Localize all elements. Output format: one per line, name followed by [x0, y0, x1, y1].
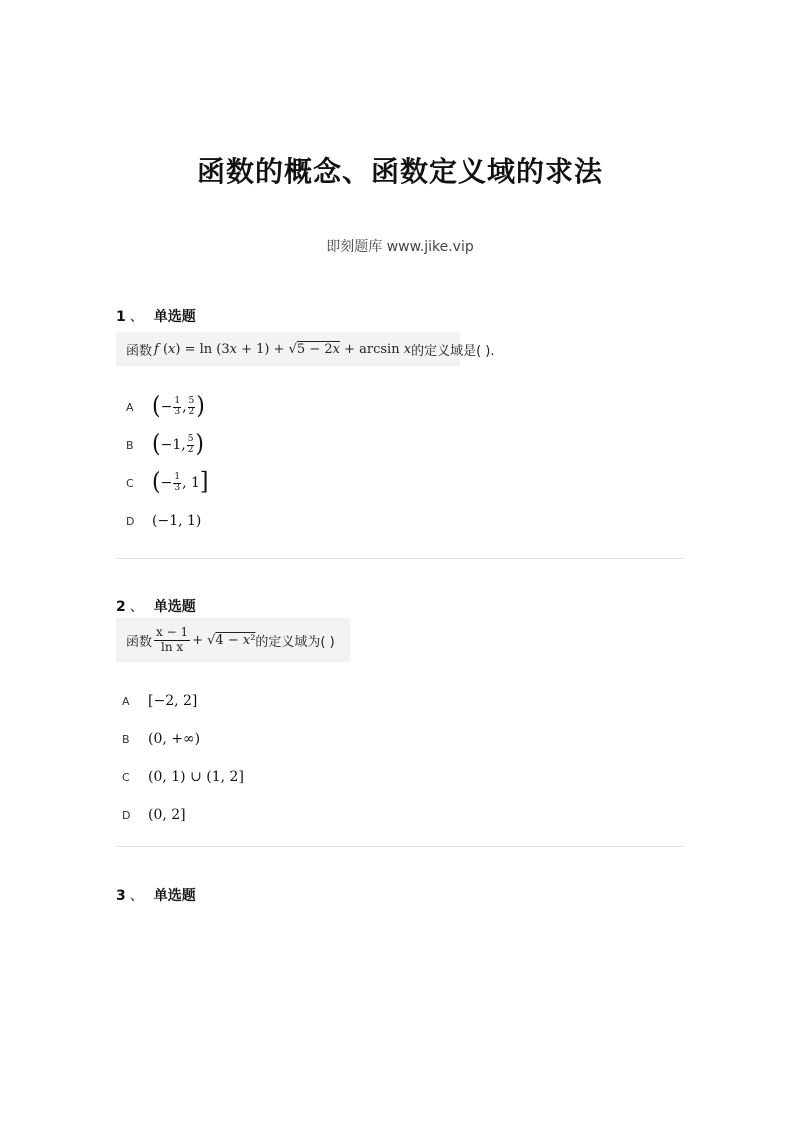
option-letter: A: [122, 694, 130, 708]
option-value: ( − $\frac{1}{3}$ , $\frac{5}{2}$ ): [152, 392, 205, 421]
question-type: 单选题: [153, 599, 196, 615]
option-letter: D: [126, 514, 135, 528]
question-1-header: [116, 306, 196, 326]
stem-formula: f (x) = ln (3x + 1) + √5 − 2x + arcsin x: [154, 341, 412, 357]
option-a[interactable]: [126, 392, 205, 422]
question-divider: [116, 846, 684, 847]
fraction-denominator: ln x: [160, 639, 184, 654]
document-title: 函数的概念、函数定义域的求法: [196, 155, 603, 188]
option-c[interactable]: [122, 762, 244, 792]
option-letter: C: [122, 770, 130, 784]
option-value: (0, 2]: [148, 807, 186, 823]
question-1-stem: [116, 332, 495, 366]
option-value: ( − $\frac{1}{3}$ , 1 ]: [152, 468, 209, 497]
stem-suffix: 的定义域为( ): [255, 634, 335, 650]
question-3-header: [116, 885, 196, 905]
stem-prefix: 函数: [126, 634, 153, 650]
stem-formula: + √4 − x²: [192, 632, 256, 648]
option-d[interactable]: [126, 506, 201, 536]
stem-fraction: [154, 626, 190, 655]
option-letter: B: [122, 732, 130, 746]
option-d[interactable]: [122, 800, 186, 830]
option-value: (0, 1) ∪ (1, 2]: [148, 769, 244, 785]
option-c[interactable]: [126, 468, 208, 498]
option-value: (−1, 1): [152, 513, 202, 529]
question-separator: 、: [129, 888, 144, 904]
question-2-header: [116, 596, 196, 616]
option-letter: D: [122, 808, 131, 822]
question-2-stem: [116, 618, 350, 662]
option-b[interactable]: [126, 430, 204, 460]
question-number: 3: [116, 888, 126, 904]
question-separator: 、: [129, 599, 144, 615]
question-separator: 、: [129, 309, 144, 325]
option-b[interactable]: [122, 724, 200, 754]
option-a[interactable]: [122, 686, 197, 716]
document-subtitle: 即刻题库 www.jike.vip: [326, 239, 474, 255]
question-type: 单选题: [153, 888, 196, 904]
stem-prefix: 函数: [126, 343, 153, 359]
option-letter: C: [126, 476, 134, 490]
question-number: 2: [116, 599, 126, 615]
option-letter: A: [126, 400, 134, 414]
option-value: [−2, 2]: [148, 693, 198, 709]
option-value: ( −1, $\frac{5}{2}$ ): [152, 430, 205, 459]
stem-suffix: 的定义域是( ).: [411, 343, 495, 359]
question-divider: [116, 558, 684, 559]
option-letter: B: [126, 438, 134, 452]
fraction-numerator: x − 1: [156, 624, 189, 639]
question-number: 1: [116, 309, 126, 325]
option-value: (0, +∞): [148, 731, 201, 747]
question-type: 单选题: [153, 309, 196, 325]
